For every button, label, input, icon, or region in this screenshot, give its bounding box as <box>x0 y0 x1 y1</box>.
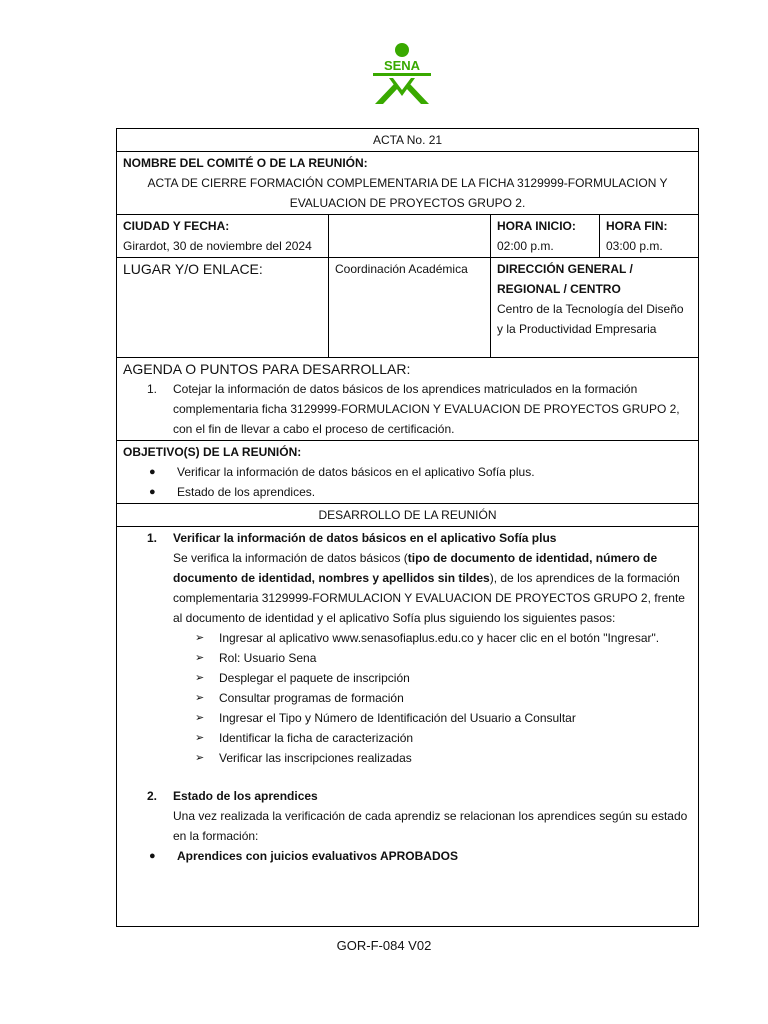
step-text: Consultar programas de formación <box>219 691 404 705</box>
agenda-item <box>123 379 692 439</box>
lugar-cell <box>117 258 329 358</box>
spacer <box>123 768 692 786</box>
agenda-label: AGENDA O PUNTOS PARA DESARROLLAR: <box>123 361 411 377</box>
step-text: Rol: Usuario Sena <box>219 651 317 665</box>
point-number: 1. <box>147 531 158 545</box>
direccion-cell <box>491 258 699 358</box>
step-item <box>123 728 692 748</box>
acta-table <box>116 128 699 927</box>
objetivos-label: OBJETIVO(S) DE LA REUNIÓN: <box>123 445 302 459</box>
hora-fin-label: HORA FIN: <box>606 219 668 233</box>
step-item <box>123 628 692 648</box>
arrow-bullet-icon: ➢ <box>195 752 205 764</box>
objetivo-text: Verificar la información de datos básicos en el aplicativo Sofía plus. <box>177 465 535 479</box>
point-heading: Estado de los aprendices <box>173 789 318 803</box>
arrow-bullet-icon: ➢ <box>195 632 205 644</box>
step-text: Identificar la ficha de caracterización <box>219 731 414 745</box>
arrow-bullet-icon: ➢ <box>195 732 205 744</box>
bullet-icon: ● <box>149 486 156 498</box>
hora-inicio-label: HORA INICIO: <box>497 219 576 233</box>
step-text: Desplegar el paquete de inscripción <box>219 671 410 685</box>
paragraph-text-b: ), de los aprendices de la formación complementaria 3129999-FORMULACION Y EVALUACION DE PROYECTOS GRUPO 2, frente al documento de identidad y el aplicativo Sofía plus siguiendo los siguientes pasos: <box>173 571 685 625</box>
arrow-bullet-icon: ➢ <box>195 672 205 684</box>
empty-cell <box>329 215 491 258</box>
agenda-item-text: Cotejar la información de datos básicos de los aprendices matriculados en la formación complementaria ficha 3129999-FORMULACION Y EVALUACION DE PROYECTOS GRUPO 2, con el fin de llevar a cabo el proceso de certificación. <box>173 382 680 436</box>
ciudad-label: CIUDAD Y FECHA: <box>123 219 230 233</box>
arrow-bullet-icon: ➢ <box>195 712 205 724</box>
desarrollo-point <box>123 528 692 548</box>
hora-fin-cell <box>600 215 699 258</box>
agenda-item-number: 1. <box>147 382 158 396</box>
arrow-bullet-icon: ➢ <box>195 652 205 664</box>
sena-logo-text: SENA <box>383 58 421 73</box>
lugar-value: Coordinación Académica <box>329 258 491 358</box>
step-text: Ingresar al aplicativo www.senasofiaplus.edu.co y hacer clic en el botón "Ingresar". <box>219 631 660 645</box>
objetivo-item <box>123 462 692 482</box>
ciudad-value: Girardot, 30 de noviembre del 2024 <box>123 239 312 253</box>
direccion-label: DIRECCIÓN GENERAL / REGIONAL / CENTRO <box>497 262 633 296</box>
step-item <box>123 748 692 768</box>
comite-line1: ACTA DE CIERRE FORMACIÓN COMPLEMENTARIA DE LA FICHA 3129999-FORMULACION Y <box>147 176 668 190</box>
point-heading: Verificar la información de datos básicos en el aplicativo Sofía plus <box>173 531 557 545</box>
agenda-cell <box>117 358 699 441</box>
hora-inicio-value: 02:00 p.m. <box>497 239 554 253</box>
direccion-value: Centro de la Tecnología del Diseño y la Productividad Empresaria <box>497 302 684 336</box>
hora-inicio-cell <box>491 215 600 258</box>
paragraph-text-bold: tipo de documento de identidad, número de documento de identidad, nombres y apellidos sin tildes <box>173 551 658 585</box>
step-text: Ingresar el Tipo y Número de Identificación del Usuario a Consultar <box>219 711 576 725</box>
form-code-footer: GOR-F-084 V02 <box>336 938 432 953</box>
step-text: Verificar las inscripciones realizadas <box>219 751 412 765</box>
status-bullet <box>123 846 692 866</box>
objetivos-cell <box>117 441 699 504</box>
comite-cell <box>117 152 699 215</box>
step-item <box>123 688 692 708</box>
point-paragraph <box>123 548 692 628</box>
sena-logo <box>371 42 433 106</box>
acta-title: ACTA No. 21 <box>117 129 699 152</box>
objetivo-item <box>123 482 692 502</box>
bullet-icon: ● <box>149 466 156 478</box>
bullet-icon: ● <box>149 850 156 862</box>
comite-label: NOMBRE DEL COMITÉ O DE LA REUNIÓN: <box>123 156 368 170</box>
paragraph-text-a: Se verifica la información de datos básicos ( <box>173 551 408 565</box>
point-paragraph: Una vez realizada la verificación de cada aprendiz se relacionan los aprendices según su estado en la formación: <box>173 809 688 843</box>
step-item <box>123 668 692 688</box>
objetivo-text: Estado de los aprendices. <box>177 485 316 499</box>
arrow-bullet-icon: ➢ <box>195 692 205 704</box>
desarrollo-cell <box>117 527 699 927</box>
status-bullet-text: Aprendices con juicios evaluativos APROBADOS <box>177 849 458 863</box>
point-number: 2. <box>147 789 158 803</box>
step-item <box>123 648 692 668</box>
hora-fin-value: 03:00 p.m. <box>606 239 663 253</box>
step-item <box>123 708 692 728</box>
comite-line2: EVALUACION DE PROYECTOS GRUPO 2. <box>289 196 526 210</box>
desarrollo-point <box>123 786 692 806</box>
desarrollo-title: DESARROLLO DE LA REUNIÓN <box>117 504 699 527</box>
ciudad-cell <box>117 215 329 258</box>
lugar-label: LUGAR Y/O ENLACE: <box>123 261 263 277</box>
